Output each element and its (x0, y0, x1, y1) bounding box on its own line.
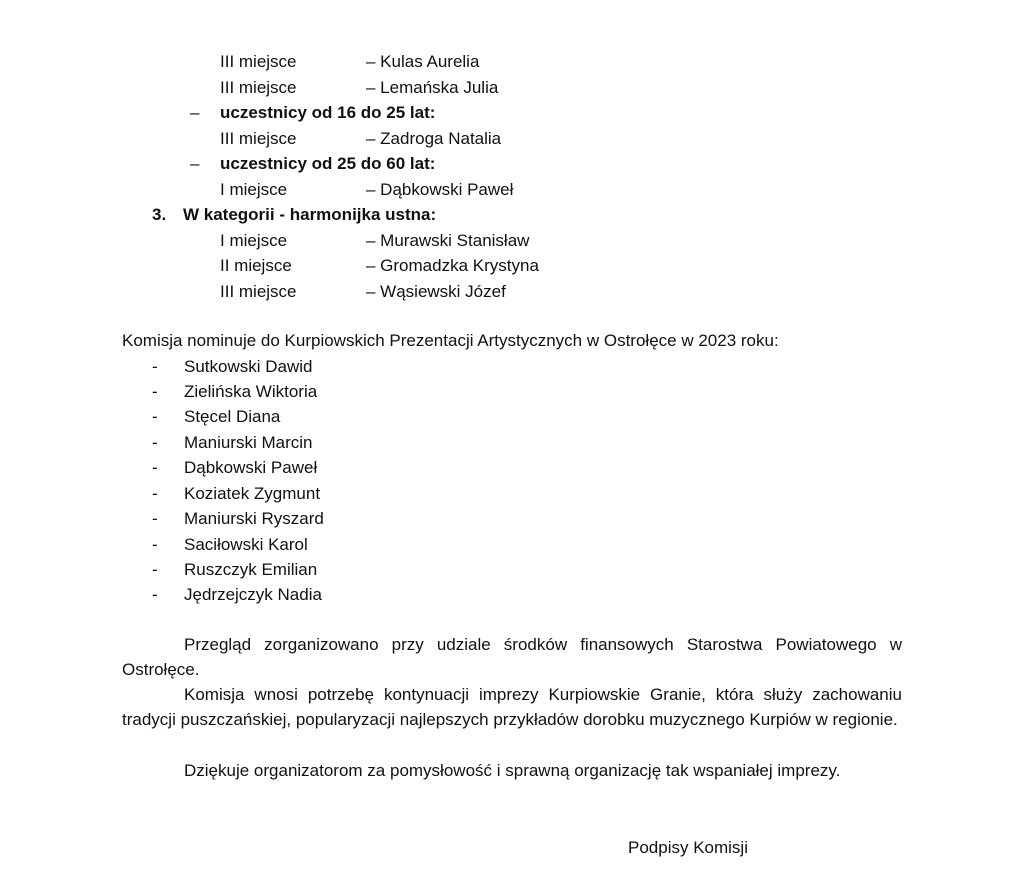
nominee-name: Zielińska Wiktoria (184, 382, 318, 401)
list-bullet: - (152, 357, 158, 376)
place-label: III miejsce (220, 282, 297, 301)
nominee-name: Stęcel Diana (184, 407, 281, 426)
nominee-name: Sutkowski Dawid (184, 357, 313, 376)
winner-name: – Lemańska Julia (366, 78, 499, 97)
list-bullet: - (152, 509, 158, 528)
list-bullet: - (152, 484, 158, 503)
winner-name: – Wąsiewski Józef (366, 282, 506, 301)
winner-name: – Zadroga Natalia (366, 129, 502, 148)
winner-name: – Kulas Aurelia (366, 52, 480, 71)
nominee-name: Saciłowski Karol (184, 535, 308, 554)
age-group-title: uczestnicy od 16 do 25 lat: (220, 103, 436, 122)
winner-name: – Dąbkowski Paweł (366, 180, 514, 199)
closing-paragraph (122, 632, 902, 682)
nominee-name: Koziatek Zygmunt (184, 484, 321, 503)
list-bullet: - (152, 458, 158, 477)
list-bullet: - (152, 382, 158, 401)
winner-name: – Gromadzka Krystyna (366, 256, 539, 275)
place-label: II miejsce (220, 256, 292, 275)
place-label: I miejsce (220, 231, 288, 250)
category-title: W kategorii - harmonijka ustna: (183, 205, 437, 224)
list-bullet: - (152, 585, 158, 604)
dash-bullet: – (190, 103, 200, 122)
list-bullet: - (152, 535, 158, 554)
place-label: III miejsce (220, 52, 297, 71)
place-label: III miejsce (220, 78, 297, 97)
nominee-name: Dąbkowski Paweł (184, 458, 318, 477)
list-bullet: - (152, 560, 158, 579)
closing-paragraph-text: Komisja wnosi potrzebę kontynuacji imprezy Kurpiowskie Granie, która służy zachowaniu tradycji puszczańskiej, popularyzacji najlepszych przykładów dorobku muzycznego Kurpiów w regionie. (122, 685, 902, 729)
list-bullet: - (152, 407, 158, 426)
closing-paragraph-text: Przegląd zorganizowano przy udziale środków finansowych Starostwa Powiatowego w Ostrołęce. (122, 635, 902, 679)
nominee-name: Maniurski Ryszard (184, 509, 324, 528)
winner-name: – Murawski Stanisław (366, 231, 530, 250)
closing-paragraph (122, 682, 902, 732)
list-bullet: - (152, 433, 158, 452)
nominee-name: Maniurski Marcin (184, 433, 313, 452)
place-label: I miejsce (220, 180, 288, 199)
nominee-name: Ruszczyk Emilian (184, 560, 318, 579)
closing-paragraph (122, 758, 902, 783)
dash-bullet: – (190, 154, 200, 173)
nominations-intro: Komisja nominuje do Kurpiowskich Prezentacji Artystycznych w Ostrołęce w 2023 roku: (122, 331, 779, 350)
place-label: III miejsce (220, 129, 297, 148)
category-number: 3. (152, 205, 167, 224)
age-group-title: uczestnicy od 25 do 60 lat: (220, 154, 436, 173)
closing-paragraph-text: Dziękuje organizatorom za pomysłowość i sprawną organizację tak wspaniałej imprezy. (184, 761, 841, 780)
signature-label: Podpisy Komisji (628, 838, 748, 857)
nominee-name: Jędrzejczyk Nadia (184, 585, 322, 604)
